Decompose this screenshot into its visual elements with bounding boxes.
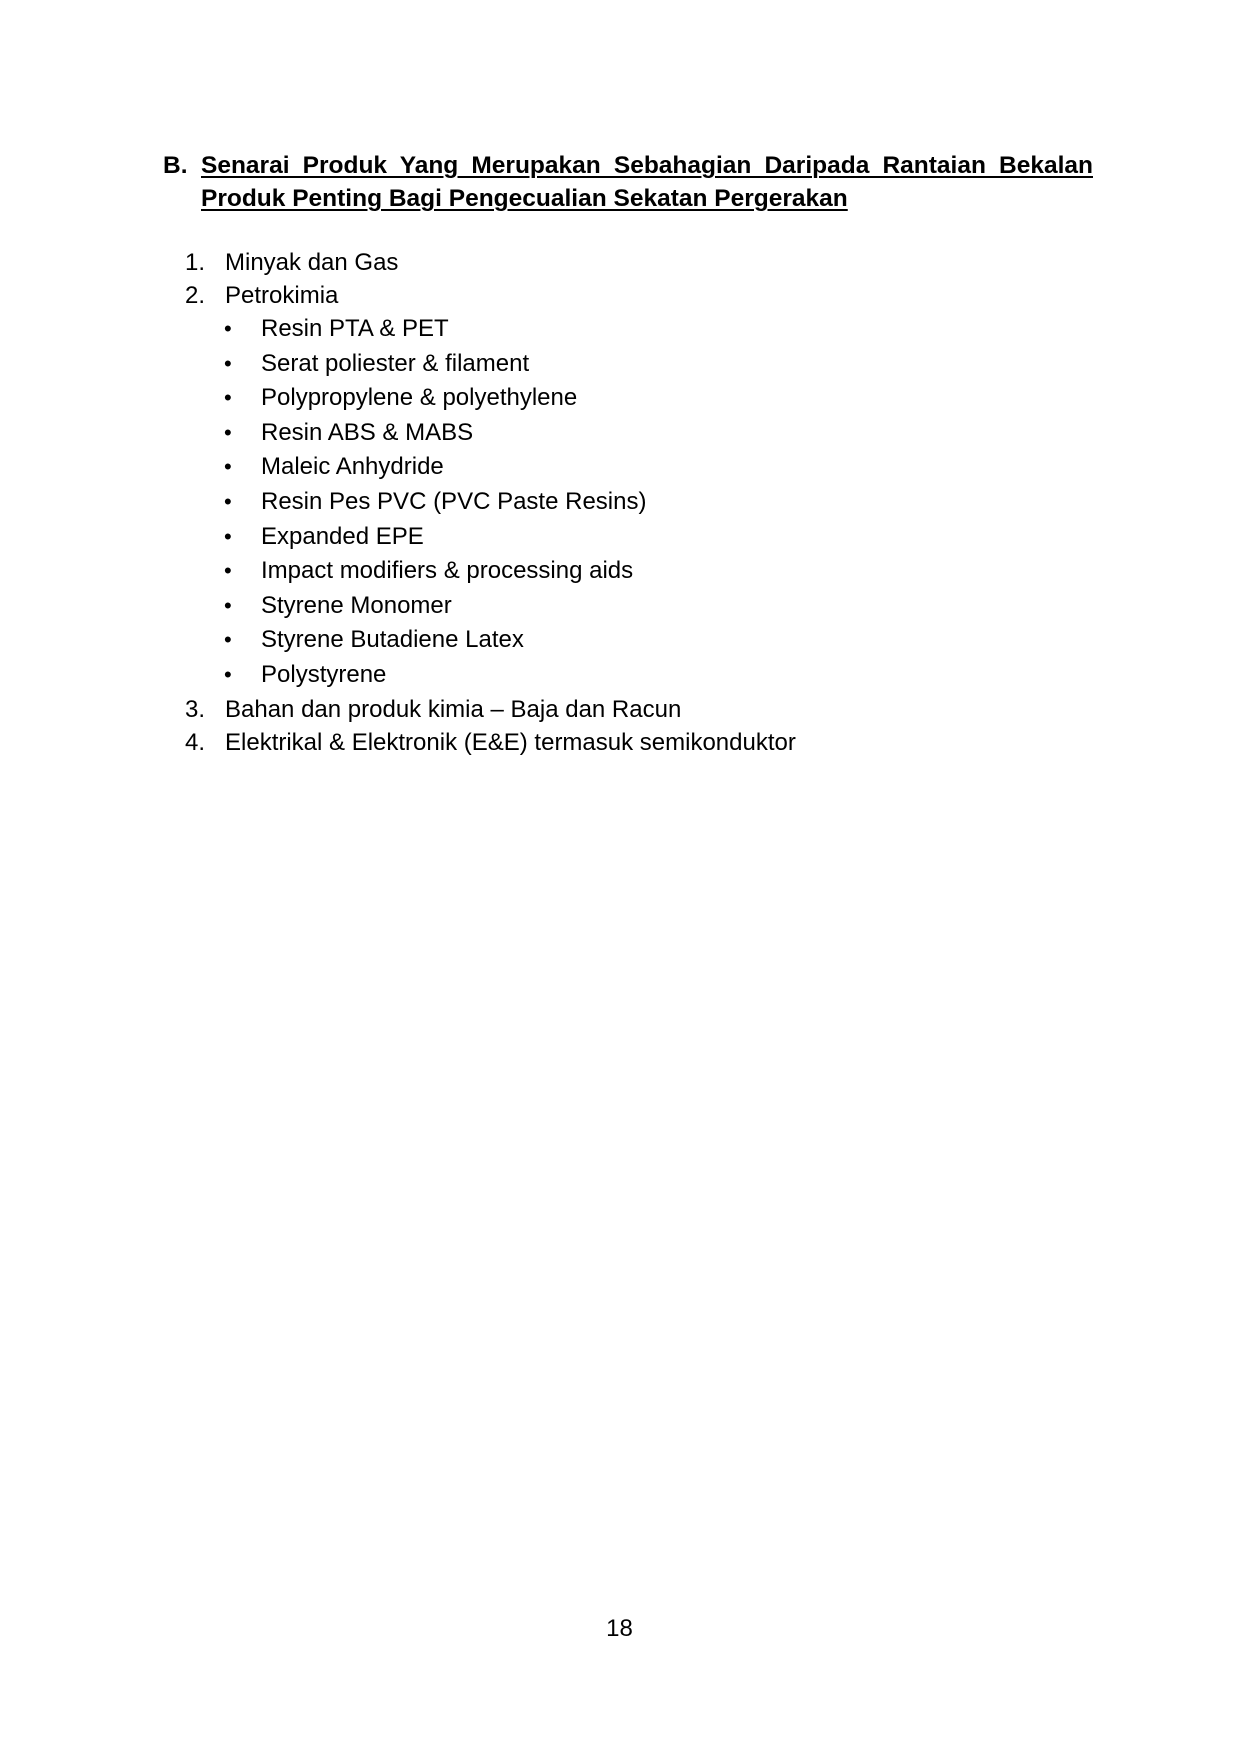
list-item-row: [185, 726, 1085, 759]
bullet-icon: •: [224, 454, 232, 480]
sub-list-item-label: Polystyrene: [261, 660, 387, 688]
bullet-icon: •: [224, 661, 232, 687]
sub-list-item-label: Serat poliester & filament: [261, 349, 530, 377]
section-heading: [163, 149, 1093, 215]
sub-list-item-label: Resin Pes PVC (PVC Paste Resins): [261, 487, 647, 515]
bullet-icon: •: [224, 316, 232, 341]
page-number: 18: [606, 1615, 633, 1642]
bullet-icon: •: [224, 385, 232, 411]
sub-list-item-label: Styrene Butadiene Latex: [261, 626, 524, 654]
sub-list-item-label: Expanded EPE: [261, 522, 424, 550]
list-item-row: [185, 246, 1085, 279]
list-item-label: Bahan dan produk kimia – Baja dan Racun: [225, 695, 682, 723]
sub-list-item-label: Resin PTA & PET: [261, 315, 449, 342]
sub-list-item: [185, 312, 1085, 347]
bullet-icon: •: [224, 627, 232, 653]
sub-list-item: [185, 623, 1085, 658]
sub-list-item: [185, 658, 1085, 693]
list-item-number: 1.: [185, 249, 206, 276]
bullet-icon: •: [224, 523, 232, 549]
bullet-icon: •: [224, 419, 232, 445]
sub-list: [185, 312, 1085, 693]
list-item-row: [185, 693, 1085, 726]
list-item: [185, 246, 1085, 279]
bullet-icon: •: [224, 558, 232, 584]
sub-list-item: [185, 485, 1085, 520]
bullet-icon: •: [224, 350, 232, 376]
sub-list-item: [185, 520, 1085, 555]
sub-list-item-label: Impact modifiers & processing aids: [261, 557, 634, 585]
list-item: [185, 726, 1085, 759]
product-list: [185, 246, 1085, 759]
list-item-number: 2.: [185, 282, 206, 309]
sub-list-item: [185, 347, 1085, 382]
list-item-label: Minyak dan Gas: [225, 249, 399, 276]
sub-list-item: [185, 416, 1085, 451]
list-item-number: 4.: [185, 728, 206, 756]
section-letter: B.: [163, 152, 188, 179]
section-title: Senarai Produk Yang Merupakan Sebahagian Daripada Rantaian Bekalan Produk Penting Bagi Pengecualian Sekatan Pergerakan: [201, 152, 1093, 212]
list-item-number: 3.: [185, 695, 206, 723]
sub-list-item: [185, 554, 1085, 589]
list-item-row: [185, 279, 1085, 312]
sub-list-item-label: Resin ABS & MABS: [261, 418, 474, 446]
sub-list-item-label: Styrene Monomer: [261, 591, 452, 619]
list-item-label: Petrokimia: [225, 282, 339, 309]
sub-list-item: [185, 589, 1085, 624]
sub-list-item-label: Polypropylene & polyethylene: [261, 384, 578, 412]
sub-list-item: [185, 381, 1085, 416]
list-item-label: Elektrikal & Elektronik (E&E) termasuk semikonduktor: [225, 728, 796, 756]
list-item: [185, 279, 1085, 693]
bullet-icon: •: [224, 592, 232, 618]
sub-list-item: [185, 450, 1085, 485]
sub-list-item-label: Maleic Anhydride: [261, 453, 444, 481]
list-item: [185, 693, 1085, 726]
bullet-icon: •: [224, 488, 232, 514]
